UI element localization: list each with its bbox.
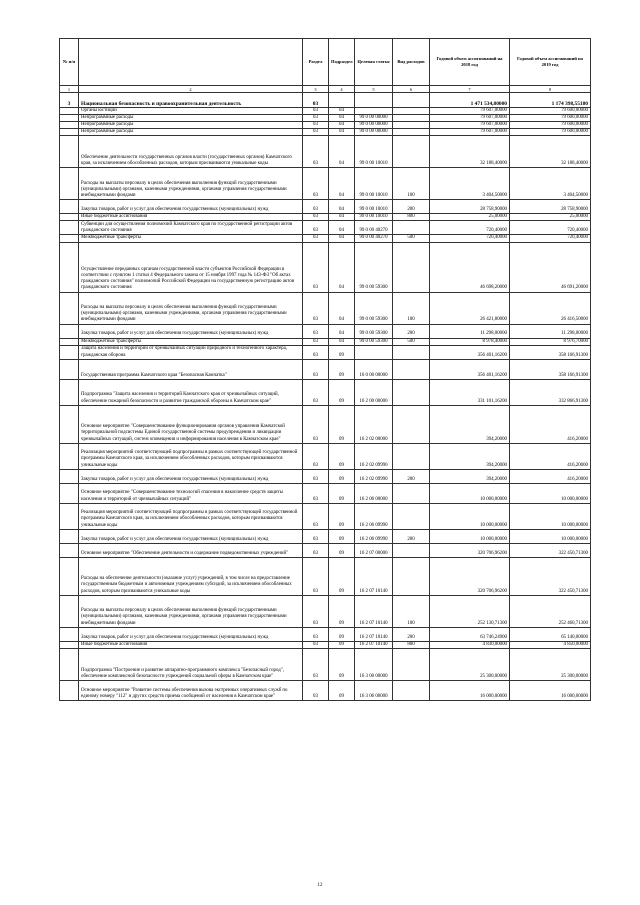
vr-cell — [393, 129, 430, 136]
num-cell — [60, 214, 79, 221]
amount-2019-cell: 10 000,00000 — [510, 529, 591, 543]
podrazdel-cell: 04 — [329, 214, 355, 221]
table-row — [60, 379, 591, 405]
name-cell: Расходы на выплаты персоналу в целях обеспечения выполнения функций государственными (муниципальными) органами, казенными учреждениями, органами управления государственными внебюджетными фондами — [79, 292, 303, 324]
amount-2018-cell: 394,20000 — [430, 405, 510, 443]
table-row — [60, 214, 591, 221]
cs-cell: 99 0 00 40270 — [355, 221, 393, 235]
amount-2019-cell: 416,20000 — [510, 443, 591, 469]
amount-2018-cell: 4 830,00000 — [430, 641, 510, 648]
name-cell: Расходы на обеспечение деятельности (оказание услуг) учреждений, в том числе на предоставление государственным бюджетным и автономным учреждениям субсидий, за исключением обособленных расходов, которым присваиваются уникальные коды — [79, 557, 303, 595]
index-cell: 1 — [60, 86, 79, 93]
table-row — [60, 324, 591, 338]
razdel-cell: 03 — [303, 359, 329, 379]
table-row — [60, 115, 591, 122]
amount-2019-cell: 79 600,00000 — [510, 129, 591, 136]
num-cell — [60, 469, 79, 483]
table-row — [60, 595, 591, 627]
num-cell — [60, 108, 79, 115]
amount-2018-cell: 394,20000 — [430, 443, 510, 469]
cs-cell: 16 2 07 00000 — [355, 543, 393, 557]
podrazdel-cell: 09 — [329, 627, 355, 641]
vr-cell — [393, 503, 430, 529]
cs-cell: 99 0 00 10010 — [355, 200, 393, 214]
cs-cell: 16 2 02 09990 — [355, 443, 393, 469]
vr-cell: 200 — [393, 324, 430, 338]
razdel-cell: 03 — [303, 200, 329, 214]
num-cell — [60, 379, 79, 405]
index-cell: 3 — [303, 86, 329, 93]
amount-2019-cell: 720,40000 — [510, 221, 591, 235]
table-row — [60, 338, 591, 345]
vr-cell: 200 — [393, 200, 430, 214]
razdel-cell: 03 — [303, 115, 329, 122]
table-row — [60, 235, 591, 242]
vr-cell — [393, 115, 430, 122]
cs-cell: 99 0 00 10010 — [355, 168, 393, 200]
name-cell: Осуществление переданных органам государственной власти субъектов Российской Федерации в соответствии с пунктом 1 статьи 4 Федерального закона от 15 ноября 1997 года № 143-ФЗ "Об актах гражданского состояния" полномочий Российской Федерации на государственную регистрацию актов гражданского состояния — [79, 242, 303, 292]
cs-cell: 16 2 02 00000 — [355, 405, 393, 443]
amount-2018-cell: 331 101,16200 — [430, 379, 510, 405]
table-row — [60, 483, 591, 503]
page-number: 12 — [317, 883, 323, 888]
amount-2018-cell: 25 300,00000 — [430, 648, 510, 680]
section-title: Национальная безопасность и правоохранительная деятельность — [79, 93, 303, 108]
table-row — [60, 200, 591, 214]
amount-2018-cell: 720,40000 — [430, 221, 510, 235]
cs-cell: 99 0 00 10010 — [355, 214, 393, 221]
num-cell — [60, 200, 79, 214]
podrazdel-cell: 09 — [329, 648, 355, 680]
podrazdel-cell: 04 — [329, 324, 355, 338]
col-2018-header: Годовой объем ассигнований на 2018 год — [430, 39, 510, 86]
razdel-cell: 03 — [303, 122, 329, 129]
vr-cell — [393, 543, 430, 557]
razdel-cell: 03 — [303, 405, 329, 443]
cs-cell: 99 0 00 00000 — [355, 129, 393, 136]
name-cell: Государственная программа Камчатского края "Безопасная Камчатка" — [79, 359, 303, 379]
razdel-cell: 03 — [303, 214, 329, 221]
cs-cell: 99 0 00 00000 — [355, 122, 393, 129]
amount-2018-cell: 320 706,96200 — [430, 543, 510, 557]
name-cell: Реализация мероприятий соответствующей подпрограммы в рамках соответствующей государственной программы Камчатского края, за исключением обособленных расходов, которым присваиваются уникальные коды — [79, 443, 303, 469]
name-cell: Реализация мероприятий соответствующей подпрограммы в рамках соответствующей государственной программы Камчатского края, за исключением обособленных расходов, которым присваиваются уникальные коды — [79, 503, 303, 529]
budget-table — [59, 38, 591, 701]
table-row — [60, 627, 591, 641]
podrazdel-cell: 04 — [329, 200, 355, 214]
cs-cell: 16 2 02 09990 — [355, 469, 393, 483]
num-cell — [60, 338, 79, 345]
cs-cell — [355, 108, 393, 115]
amount-2018-cell: 720,40000 — [430, 235, 510, 242]
podrazdel-cell: 09 — [329, 469, 355, 483]
razdel-cell: 03 — [303, 345, 329, 359]
name-cell: Непрограммные расходы — [79, 115, 303, 122]
num-cell — [60, 557, 79, 595]
amount-2018-cell: 10 000,00000 — [430, 503, 510, 529]
vr-cell — [393, 680, 430, 700]
amount-2019-cell: 358 166,91300 — [510, 359, 591, 379]
vr-cell: 500 — [393, 235, 430, 242]
table-row — [60, 242, 591, 292]
vr-cell — [393, 557, 430, 595]
amount-2019-cell: 26 416,50000 — [510, 292, 591, 324]
table-row — [60, 168, 591, 200]
num-cell — [60, 595, 79, 627]
vr-cell: 200 — [393, 627, 430, 641]
podrazdel-cell: 09 — [329, 557, 355, 595]
num-cell — [60, 359, 79, 379]
amount-2019-cell: 10 000,00000 — [510, 503, 591, 529]
name-cell: Защита населения и территории от чрезвычайных ситуаций природного и техногенного характера, гражданская оборона — [79, 345, 303, 359]
podrazdel-cell: 04 — [329, 115, 355, 122]
amount-2019-cell: 322 450,71300 — [510, 557, 591, 595]
razdel-cell: 03 — [303, 324, 329, 338]
name-cell: Непрограммные расходы — [79, 122, 303, 129]
amount-2018-cell: 46 698,20000 — [430, 242, 510, 292]
amount-2018-cell: 79 607,00000 — [430, 129, 510, 136]
name-cell: Основное мероприятие "Обеспечение деятельности и содержание подведомственных учреждений" — [79, 543, 303, 557]
header-row — [60, 39, 591, 86]
amount-2019-cell: 25 300,00000 — [510, 648, 591, 680]
name-cell: Расходы на выплаты персоналу в целях обеспечения выполнения функций государственными (муниципальными) органами, казенными учреждениями, органами управления государственными внебюджетными фондами — [79, 595, 303, 627]
razdel-cell: 03 — [303, 557, 329, 595]
col-2019-header: Годовой объем ассигнований на 2019 год — [510, 39, 591, 86]
amount-2018-cell: 26 421,80000 — [430, 292, 510, 324]
razdel-cell: 03 — [303, 108, 329, 115]
name-cell: Субвенции для осуществления полномочий Камчатского края по государственной регистрации актов гражданского состояния — [79, 221, 303, 235]
podrazdel-cell: 04 — [329, 122, 355, 129]
amount-2019-cell: 11 298,00000 — [510, 324, 591, 338]
razdel-cell: 03 — [303, 543, 329, 557]
amount-2018-cell: 8 978,40000 — [430, 338, 510, 345]
razdel-cell: 03 — [303, 338, 329, 345]
vr-cell: 100 — [393, 292, 430, 324]
amount-2018-cell: 252 130,71300 — [430, 595, 510, 627]
amount-2019-cell: 358 166,91300 — [510, 345, 591, 359]
table-row — [60, 529, 591, 543]
razdel-cell: 03 — [303, 469, 329, 483]
vr-cell — [393, 242, 430, 292]
amount-2019-cell: 10 000,00000 — [510, 483, 591, 503]
amount-2019-cell: 79 600,00000 — [510, 115, 591, 122]
num-cell — [60, 529, 79, 543]
amount-2019-cell: 28 758,90000 — [510, 200, 591, 214]
razdel-cell: 03 — [303, 680, 329, 700]
num-cell — [60, 405, 79, 443]
cs-cell: 16 2 07 10140 — [355, 627, 393, 641]
razdel-cell: 03 — [303, 221, 329, 235]
vr-cell: 200 — [393, 529, 430, 543]
razdel-cell: 03 — [303, 595, 329, 627]
amount-2018-cell: 356 401,16200 — [430, 359, 510, 379]
section-2019: 1 174 398,55180 — [510, 93, 591, 108]
name-cell: Подпрограмма "Построение и развитие аппаратно-программного комплекса "Безопасный город", обеспечение комплексной безопасности учреждений социальной сферы в Камчатском крае" — [79, 648, 303, 680]
table-row — [60, 405, 591, 443]
cs-cell: 99 0 00 59300 — [355, 242, 393, 292]
vr-cell: 800 — [393, 641, 430, 648]
amount-2019-cell: 79 600,00000 — [510, 108, 591, 115]
amount-2019-cell: 16 000,00000 — [510, 680, 591, 700]
vr-cell — [393, 359, 430, 379]
podrazdel-cell: 09 — [329, 503, 355, 529]
num-cell — [60, 503, 79, 529]
name-cell: Основное мероприятие "Совершенствование технологий спасения в накопление средств защиты населения и территорий от чрезвычайных ситуаций" — [79, 483, 303, 503]
vr-cell — [393, 221, 430, 235]
col-razdel-header: Раздел — [303, 39, 329, 86]
razdel-cell: 03 — [303, 168, 329, 200]
index-cell: 5 — [355, 86, 393, 93]
razdel-cell: 03 — [303, 483, 329, 503]
index-cell: 4 — [329, 86, 355, 93]
amount-2018-cell: 79 607,00000 — [430, 108, 510, 115]
num-cell — [60, 345, 79, 359]
vr-cell — [393, 345, 430, 359]
name-cell: Расходы на выплаты персоналу в целях обеспечения выполнения функций государственными (муниципальными) органами, казенными учреждениями, органами управления государственными внебюджетными фондами — [79, 168, 303, 200]
amount-2019-cell: 720,40000 — [510, 235, 591, 242]
cs-cell: 16 0 00 00000 — [355, 359, 393, 379]
podrazdel-cell: 09 — [329, 595, 355, 627]
amount-2018-cell: 63 746,24900 — [430, 627, 510, 641]
cs-cell: 16 2 00 00000 — [355, 379, 393, 405]
table-row — [60, 122, 591, 129]
name-cell: Основное мероприятие "Развитие системы обеспечения вызова экстренных оперативных служб по единому номеру "112" и других средств приема сообщений от населения в Камчатском крае" — [79, 680, 303, 700]
col-cs-header: Целевая статья — [355, 39, 393, 86]
name-cell: Подпрограмма "Защита населения и территорий Камчатского края от чрезвычайных ситуаций, обеспечение пожарной безопасности и развитие гражданской обороны в Камчатском крае" — [79, 379, 303, 405]
amount-2018-cell: 11 298,00000 — [430, 324, 510, 338]
amount-2019-cell: 25,00000 — [510, 214, 591, 221]
razdel-cell: 03 — [303, 503, 329, 529]
amount-2019-cell: 79 600,00000 — [510, 122, 591, 129]
razdel-cell: 03 — [303, 443, 329, 469]
name-cell: Закупка товаров, работ и услуг для обеспечения государственных (муниципальных) нужд — [79, 529, 303, 543]
podrazdel-cell: 04 — [329, 242, 355, 292]
podrazdel-cell: 09 — [329, 359, 355, 379]
amount-2019-cell: 8 976,70000 — [510, 338, 591, 345]
col-name-header — [79, 39, 303, 86]
name-cell: Межбюджетные трансферты — [79, 338, 303, 345]
amount-2018-cell: 3 404,50000 — [430, 168, 510, 200]
vr-cell — [393, 443, 430, 469]
cs-cell: 16 2 06 00000 — [355, 483, 393, 503]
table-row — [60, 359, 591, 379]
amount-2019-cell: 252 460,71300 — [510, 595, 591, 627]
num-cell — [60, 443, 79, 469]
podrazdel-cell: 09 — [329, 680, 355, 700]
name-cell: Закупка товаров, работ и услуг для обеспечения государственных (муниципальных) нужд — [79, 324, 303, 338]
section-row — [60, 93, 591, 108]
cs-cell: 16 2 07 10140 — [355, 595, 393, 627]
table-row — [60, 469, 591, 483]
table-row — [60, 136, 591, 168]
amount-2019-cell: 65 140,00000 — [510, 627, 591, 641]
budget-table-page — [59, 38, 590, 701]
cs-cell: 16 3 06 00000 — [355, 680, 393, 700]
cs-cell: 99 0 00 00000 — [355, 115, 393, 122]
vr-cell: 500 — [393, 338, 430, 345]
name-cell: Иные бюджетные ассигнования — [79, 214, 303, 221]
amount-2018-cell: 79 607,00000 — [430, 122, 510, 129]
name-cell: Иные бюджетные ассигнования — [79, 641, 303, 648]
table-row — [60, 680, 591, 700]
vr-cell: 100 — [393, 595, 430, 627]
num-cell — [60, 648, 79, 680]
num-cell — [60, 324, 79, 338]
table-row — [60, 129, 591, 136]
razdel-cell: 03 — [303, 648, 329, 680]
razdel-cell: 03 — [303, 627, 329, 641]
podrazdel-cell: 09 — [329, 379, 355, 405]
cs-cell — [355, 345, 393, 359]
num-cell — [60, 641, 79, 648]
cs-cell: 99 0 00 59300 — [355, 324, 393, 338]
num-cell — [60, 680, 79, 700]
num-cell — [60, 235, 79, 242]
num-cell — [60, 483, 79, 503]
num-cell — [60, 136, 79, 168]
col-podrazdel-header: Подраздел — [329, 39, 355, 86]
num-cell — [60, 115, 79, 122]
amount-2018-cell: 10 000,00000 — [430, 529, 510, 543]
index-cell: 7 — [430, 86, 510, 93]
num-cell — [60, 122, 79, 129]
amount-2018-cell: 394,20000 — [430, 469, 510, 483]
podrazdel-cell: 09 — [329, 483, 355, 503]
col-vr-header: Вид расходов — [393, 39, 430, 86]
table-row — [60, 543, 591, 557]
amount-2019-cell: 332 866,91300 — [510, 379, 591, 405]
vr-cell — [393, 136, 430, 168]
index-cell: 8 — [510, 86, 591, 93]
table-row — [60, 221, 591, 235]
podrazdel-cell: 04 — [329, 129, 355, 136]
name-cell: Непрограммные расходы — [79, 129, 303, 136]
cs-cell: 99 0 00 10010 — [355, 136, 393, 168]
cs-cell: 16 2 07 10140 — [355, 557, 393, 595]
name-cell: Закупка товаров, работ и услуг для обеспечения государственных (муниципальных) нужд — [79, 627, 303, 641]
cs-cell: 16 2 07 10140 — [355, 641, 393, 648]
amount-2018-cell: 10 000,00000 — [430, 483, 510, 503]
table-row — [60, 345, 591, 359]
razdel-cell: 03 — [303, 379, 329, 405]
amount-2019-cell: 416,20000 — [510, 469, 591, 483]
num-cell — [60, 168, 79, 200]
num-cell — [60, 543, 79, 557]
table-row — [60, 641, 591, 648]
podrazdel-cell: 09 — [329, 345, 355, 359]
num-cell — [60, 292, 79, 324]
name-cell: Органы юстиции — [79, 108, 303, 115]
razdel-cell: 03 — [303, 641, 329, 648]
podrazdel-cell: 04 — [329, 168, 355, 200]
cs-cell: 99 0 00 59300 — [355, 338, 393, 345]
name-cell: Основное мероприятие "Совершенствование функционирования органов управления Камчатской территориальной подсистемы Единой государственной системы предупреждения и ликвидации чрезвычайных ситуаций, систем оповещения и информирования населения в Камчатском крае" — [79, 405, 303, 443]
amount-2018-cell: 16 000,00000 — [430, 680, 510, 700]
podrazdel-cell: 04 — [329, 338, 355, 345]
cs-cell: 16 3 00 00000 — [355, 648, 393, 680]
cs-cell: 99 0 00 59300 — [355, 292, 393, 324]
vr-cell — [393, 108, 430, 115]
razdel-cell: 03 — [303, 292, 329, 324]
col-num-header: № п/п — [60, 39, 79, 86]
amount-2018-cell: 28 758,90000 — [430, 200, 510, 214]
podrazdel-cell: 04 — [329, 108, 355, 115]
cs-cell: 16 2 06 09990 — [355, 503, 393, 529]
podrazdel-cell: 04 — [329, 221, 355, 235]
amount-2018-cell: 320 706,96200 — [430, 557, 510, 595]
amount-2019-cell: 46 691,20000 — [510, 242, 591, 292]
table-row — [60, 443, 591, 469]
name-cell: Обеспечение деятельности государственных органов власти (государственных органов) Камчатского края, за исключением обособленных расходов, которым присваиваются уникальные коды — [79, 136, 303, 168]
podrazdel-cell: 04 — [329, 136, 355, 168]
section-razdel: 03 — [303, 93, 329, 108]
name-cell: Закупка товаров, работ и услуг для обеспечения государственных (муниципальных) нужд — [79, 469, 303, 483]
vr-cell — [393, 483, 430, 503]
table-row — [60, 557, 591, 595]
amount-2019-cell: 416,20000 — [510, 405, 591, 443]
table-row — [60, 108, 591, 115]
num-cell — [60, 627, 79, 641]
num-cell — [60, 129, 79, 136]
section-2018: 1 471 534,80000 — [430, 93, 510, 108]
num-cell — [60, 221, 79, 235]
podrazdel-cell: 09 — [329, 543, 355, 557]
vr-cell — [393, 405, 430, 443]
column-index-row — [60, 86, 591, 93]
podrazdel-cell: 09 — [329, 443, 355, 469]
name-cell: Закупка товаров, работ и услуг для обеспечения государственных (муниципальных) нужд — [79, 200, 303, 214]
amount-2019-cell: 322 450,71300 — [510, 543, 591, 557]
podrazdel-cell: 09 — [329, 529, 355, 543]
vr-cell: 800 — [393, 214, 430, 221]
section-num: 3 — [60, 93, 79, 108]
vr-cell: 200 — [393, 469, 430, 483]
name-cell: Межбюджетные трансферты — [79, 235, 303, 242]
cs-cell: 16 2 06 09990 — [355, 529, 393, 543]
amount-2018-cell: 25,00000 — [430, 214, 510, 221]
razdel-cell: 03 — [303, 129, 329, 136]
razdel-cell: 03 — [303, 235, 329, 242]
razdel-cell: 03 — [303, 242, 329, 292]
cs-cell: 99 0 00 40270 — [355, 235, 393, 242]
razdel-cell: 03 — [303, 529, 329, 543]
podrazdel-cell: 04 — [329, 235, 355, 242]
index-cell: 6 — [393, 86, 430, 93]
amount-2019-cell: 4 850,00000 — [510, 641, 591, 648]
num-cell — [60, 242, 79, 292]
table-row — [60, 292, 591, 324]
podrazdel-cell: 09 — [329, 405, 355, 443]
vr-cell: 100 — [393, 168, 430, 200]
amount-2018-cell: 32 188,40000 — [430, 136, 510, 168]
vr-cell — [393, 122, 430, 129]
amount-2019-cell: 32 188,40000 — [510, 136, 591, 168]
podrazdel-cell: 04 — [329, 292, 355, 324]
vr-cell — [393, 379, 430, 405]
table-row — [60, 503, 591, 529]
podrazdel-cell: 09 — [329, 641, 355, 648]
amount-2019-cell: 3 404,50000 — [510, 168, 591, 200]
razdel-cell: 03 — [303, 136, 329, 168]
amount-2018-cell: 79 607,00000 — [430, 115, 510, 122]
amount-2018-cell: 356 401,16200 — [430, 345, 510, 359]
index-cell: 2 — [79, 86, 303, 93]
table-row — [60, 648, 591, 680]
vr-cell — [393, 648, 430, 680]
